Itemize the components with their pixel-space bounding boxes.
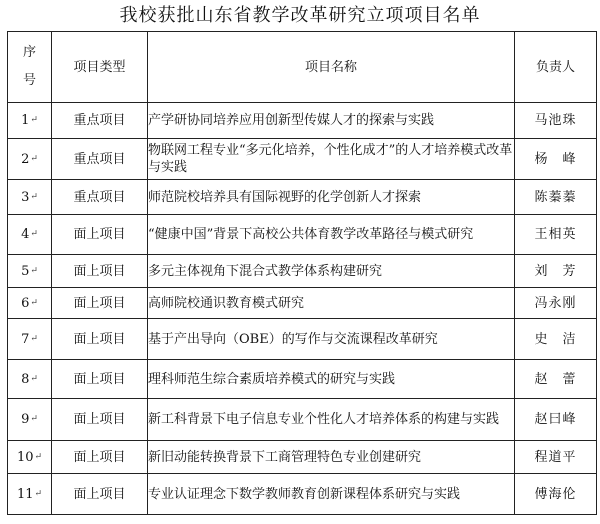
project-leader: 刘 芳 [515,255,597,288]
header-leader: 负责人 [515,32,597,103]
project-type: 重点项目 [52,103,148,139]
table-row [8,103,597,139]
project-type: 面上项目 [52,474,148,515]
table-row [8,139,597,180]
row-number: 6 [21,295,30,311]
paragraph-mark: ↵ [30,153,38,164]
page-title: 我校获批山东省教学改革研究立项项目名单 [119,5,481,26]
row-number: 7 [21,331,30,347]
row-number-cell [8,180,52,215]
project-name: 高师院校通识教育模式研究 [148,288,515,319]
header-row [8,32,597,103]
project-leader: 冯永刚 [515,288,597,319]
row-number: 1 [21,113,30,128]
table-row [8,319,597,360]
paragraph-mark: ↵ [30,297,38,308]
paragraph-mark: ↵ [34,488,43,499]
table-row [8,399,597,441]
header-number-line2: 号 [22,73,36,88]
row-number-cell [8,288,52,319]
table-row [8,255,597,288]
project-type: 面上项目 [52,441,148,474]
project-leader: 史 洁 [515,319,597,360]
row-number: 10 [16,449,34,465]
project-name: 理科师范生综合素质培养模式的研究与实践 [148,360,515,399]
project-leader: 马池珠 [515,103,597,139]
project-leader: 杨 峰 [515,139,597,180]
paragraph-mark: ↵ [30,115,38,125]
project-name: 新旧动能转换背景下工商管理特色专业创建研究 [148,441,515,474]
paragraph-mark: ↵ [30,373,38,384]
row-number: 11 [16,486,34,502]
table-row [8,474,597,515]
row-number-cell [8,215,52,255]
header-type: 项目类型 [52,32,148,103]
project-name: 新工科背景下电子信息专业个性化人才培养体系的构建与实践 [148,399,515,441]
table-row [8,180,597,215]
project-name: 专业认证理念下数学教师教育创新课程体系研究与实践 [148,474,515,515]
paragraph-mark: ↵ [30,265,38,276]
row-number: 5 [21,263,30,279]
header-number [8,32,52,103]
project-type: 面上项目 [52,399,148,441]
paragraph-mark: ↵ [30,191,38,202]
project-leader: 程道平 [515,441,597,474]
paragraph-mark: ↵ [30,333,38,344]
table-row [8,215,597,255]
project-type: 面上项目 [52,255,148,288]
header-number-line1: 序 [22,45,36,60]
project-leader: 傅海伦 [515,474,597,515]
table-row [8,288,597,319]
row-number-cell [8,399,52,441]
row-number-cell [8,255,52,288]
row-number-cell [8,319,52,360]
row-number-cell [8,441,52,474]
project-name: 师范院校培养具有国际视野的化学创新人才探索 [148,180,515,215]
project-name: “健康中国”背景下高校公共体育教学改革路径与模式研究 [148,215,515,255]
header-name: 项目名称 [148,32,515,103]
project-type: 面上项目 [52,319,148,360]
project-leader: 陈蓁蓁 [515,180,597,215]
row-number: 8 [21,371,30,387]
paragraph-mark: ↵ [30,229,38,239]
paragraph-mark: ↵ [34,451,43,462]
project-leader: 赵曰峰 [515,399,597,441]
project-name: 物联网工程专业“多元化培养，个性化成才”的人才培养模式改革与实践 [148,139,515,180]
project-type: 面上项目 [52,288,148,319]
project-type: 面上项目 [52,360,148,399]
row-number-cell [8,360,52,399]
project-leader: 王相英 [515,215,597,255]
project-type: 重点项目 [52,180,148,215]
row-number-cell [8,103,52,139]
row-number: 3 [21,189,30,205]
row-number: 9 [21,412,30,427]
project-name: 多元主体视角下混合式教学体系构建研究 [148,255,515,288]
project-name: 基于产出导向（OBE）的写作与交流课程改革研究 [148,319,515,360]
project-table [7,31,597,515]
project-leader: 赵 蕾 [515,360,597,399]
project-type: 面上项目 [52,215,148,255]
paragraph-mark: ↵ [30,414,38,424]
project-name: 产学研协同培养应用创新型传媒人才的探索与实践 [148,103,515,139]
row-number-cell [8,139,52,180]
table-row [8,360,597,399]
row-number-cell [8,474,52,515]
project-type: 重点项目 [52,139,148,180]
table-row [8,441,597,474]
row-number: 4 [21,227,30,242]
row-number: 2 [21,151,30,167]
